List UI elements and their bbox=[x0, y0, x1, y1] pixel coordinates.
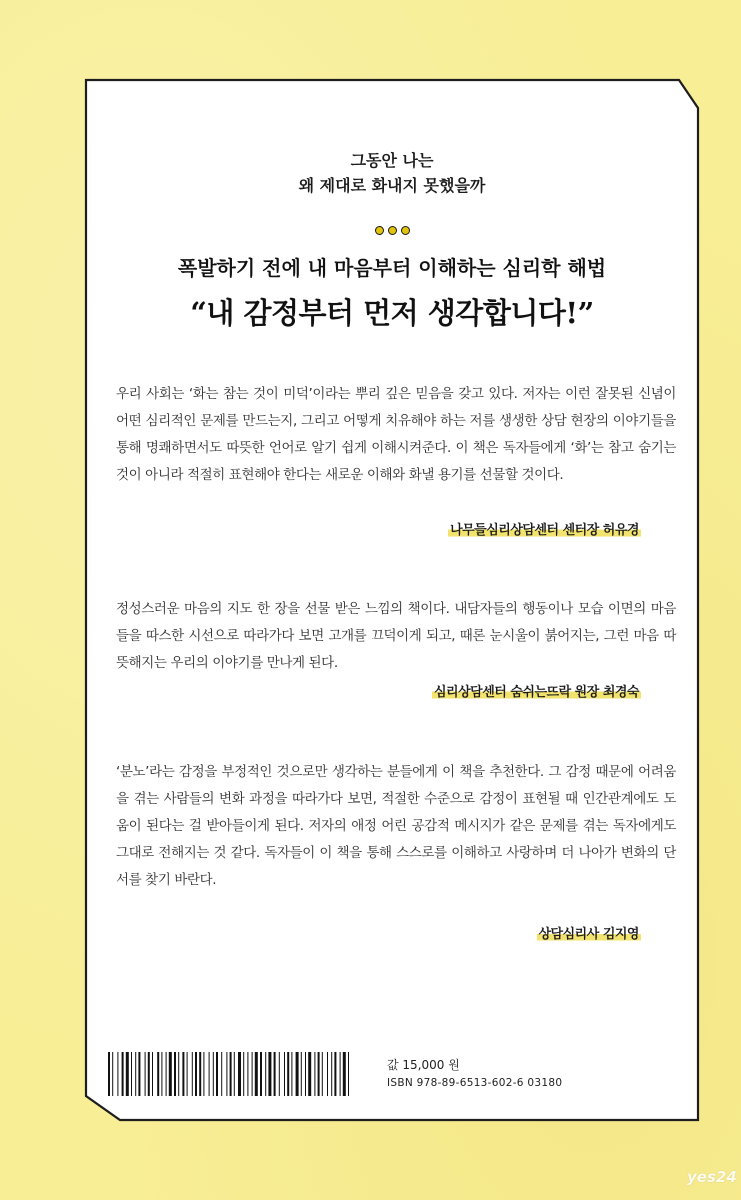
barcode-bar bbox=[126, 1052, 129, 1096]
barcode-bar bbox=[182, 1052, 184, 1096]
barcode-bar bbox=[340, 1052, 341, 1096]
barcode-bar bbox=[178, 1052, 179, 1096]
barcode-bar bbox=[195, 1052, 197, 1096]
barcode-bar bbox=[334, 1052, 336, 1096]
review-text: 우리 사회는 ‘화는 참는 것이 미덕’이라는 뿌리 깊은 믿음을 갖고 있다. 저자는 이런 잘못된 신념이 어떤 심리적인 문제를 만드는지, 그리고 어떻게 치유해야 하는 저를 생생한 상담 현장의 이야기들을 통해 명쾌하면서도 따뜻한 언어로 알기 쉽게 이해시켜준다. 이 책은 독자들에게 ‘화’는 참고 숨기는 것이 아니라 적절히 표현해야 한다는 새로운 이해와 화낼 용기를 선물할 것이다. bbox=[116, 386, 676, 483]
barcode-bar bbox=[296, 1052, 299, 1096]
barcode-bar bbox=[322, 1052, 323, 1096]
dot-icon bbox=[388, 226, 397, 235]
review-3-signature bbox=[537, 923, 642, 942]
review-2-signature bbox=[432, 681, 641, 700]
barcode-bar bbox=[192, 1052, 193, 1096]
barcode-bar bbox=[327, 1052, 328, 1096]
barcode-bar bbox=[265, 1052, 266, 1096]
barcode-bar bbox=[284, 1052, 285, 1096]
barcode-bar bbox=[255, 1052, 258, 1096]
isbn-label: ISBN 978-89-6513-602-6 03180 bbox=[387, 1077, 563, 1089]
barcode-bar bbox=[314, 1052, 315, 1096]
barcode-bar bbox=[238, 1052, 241, 1096]
barcode-bar bbox=[108, 1052, 110, 1096]
barcode-bar bbox=[287, 1052, 289, 1096]
signature-text: 나무들심리상담센터 센터장 허유경 bbox=[450, 523, 639, 538]
barcode-bar bbox=[199, 1052, 201, 1096]
barcode-bar bbox=[305, 1052, 306, 1096]
barcode-bar bbox=[216, 1052, 218, 1096]
ellipsis-dots bbox=[86, 220, 698, 239]
barcode-bar bbox=[138, 1052, 140, 1096]
barcode-bar bbox=[213, 1052, 214, 1096]
review-3 bbox=[116, 759, 676, 894]
barcode-bar bbox=[117, 1052, 118, 1096]
barcode-bar bbox=[131, 1052, 132, 1096]
barcode-bar bbox=[209, 1052, 210, 1096]
barcode-bar bbox=[161, 1052, 162, 1096]
barcode-bar bbox=[279, 1052, 280, 1096]
review-text: ‘분노’라는 감정을 부정적인 것으로만 생각하는 분들에게 이 책을 추천한다. 그 감정 때문에 어려움을 겪는 사람들의 변화 과정을 따라가다 보면, 적절한 수준으로 감정이 표현될 때 인간관계에도 도움이 된다는 걸 받아들이게 된다. 저자의 애정 어린 공감적 메시지가 같은 문제를 겪는 독자에게도 그대로 전해지는 것 같다. 독자들이 이 책을 통해 스스로를 이해하고 사랑하며 더 나아가 변화의 단서를 찾기 바란다. bbox=[116, 764, 676, 888]
barcode-bar bbox=[260, 1052, 262, 1096]
barcode-bar bbox=[174, 1052, 176, 1096]
barcode-bar bbox=[221, 1052, 222, 1096]
content-panel bbox=[86, 80, 698, 1120]
barcode-bar bbox=[169, 1052, 172, 1096]
intro-question bbox=[86, 148, 698, 198]
barcode-bar bbox=[135, 1052, 136, 1096]
barcode-bar bbox=[348, 1052, 349, 1096]
barcode-bar bbox=[166, 1052, 167, 1096]
barcode-bar bbox=[308, 1052, 311, 1096]
barcode-bar bbox=[247, 1052, 248, 1096]
sub-headline: 폭발하기 전에 내 마음부터 이해하는 심리학 해법 bbox=[177, 256, 607, 280]
signature-text: 심리상담센터 숨쉬는뜨락 원장 최경숙 bbox=[433, 685, 639, 700]
barcode-bar bbox=[203, 1052, 204, 1096]
barcode-bar bbox=[145, 1052, 146, 1096]
review-2 bbox=[116, 596, 676, 677]
barcode-bar bbox=[226, 1052, 227, 1096]
intro-line-1: 그동안 나는 bbox=[350, 151, 434, 170]
barcode-bar bbox=[152, 1052, 153, 1096]
barcode-bar bbox=[243, 1052, 244, 1096]
barcode-bar bbox=[343, 1052, 346, 1096]
watermark-logo: yes24 bbox=[687, 1168, 737, 1186]
barcode-bar bbox=[187, 1052, 188, 1096]
barcode-bar bbox=[148, 1052, 150, 1096]
barcode bbox=[102, 1048, 362, 1100]
barcode-bar bbox=[301, 1052, 302, 1096]
review-1-signature bbox=[448, 519, 641, 538]
dot-icon bbox=[401, 226, 410, 235]
review-1 bbox=[116, 381, 676, 489]
headline-quote: “내 감정부터 먼저 생각합니다!” bbox=[190, 296, 594, 330]
barcode-bar bbox=[268, 1052, 271, 1096]
barcode-bar bbox=[234, 1052, 235, 1096]
signature-text: 상담심리사 김지영 bbox=[538, 927, 639, 942]
barcode-bar bbox=[331, 1052, 332, 1096]
barcode-bar bbox=[157, 1052, 159, 1096]
barcode-bar bbox=[112, 1052, 113, 1096]
barcode-bar bbox=[318, 1052, 320, 1096]
barcode-bar bbox=[122, 1052, 124, 1096]
dot-icon bbox=[375, 226, 384, 235]
barcode-bar bbox=[252, 1052, 253, 1096]
barcode-bars bbox=[102, 1048, 362, 1100]
barcode-bar bbox=[274, 1052, 276, 1096]
intro-line-2: 왜 제대로 화내지 못했을까 bbox=[298, 176, 486, 195]
barcode-bar bbox=[291, 1052, 292, 1096]
barcode-bar bbox=[230, 1052, 232, 1096]
price-label: 값 15,000 원 bbox=[387, 1058, 460, 1072]
review-text: 정성스러운 마음의 지도 한 장을 선물 받은 느낌의 책이다. 내담자들의 행동이나 모습 이면의 마음들을 따스한 시선으로 따라가다 보면 고개를 끄덕이게 되고, 때론 눈시울이 붉어지는, 그런 마음 따뜻해지는 우리의 이야기를 만나게 된다. bbox=[116, 601, 676, 671]
